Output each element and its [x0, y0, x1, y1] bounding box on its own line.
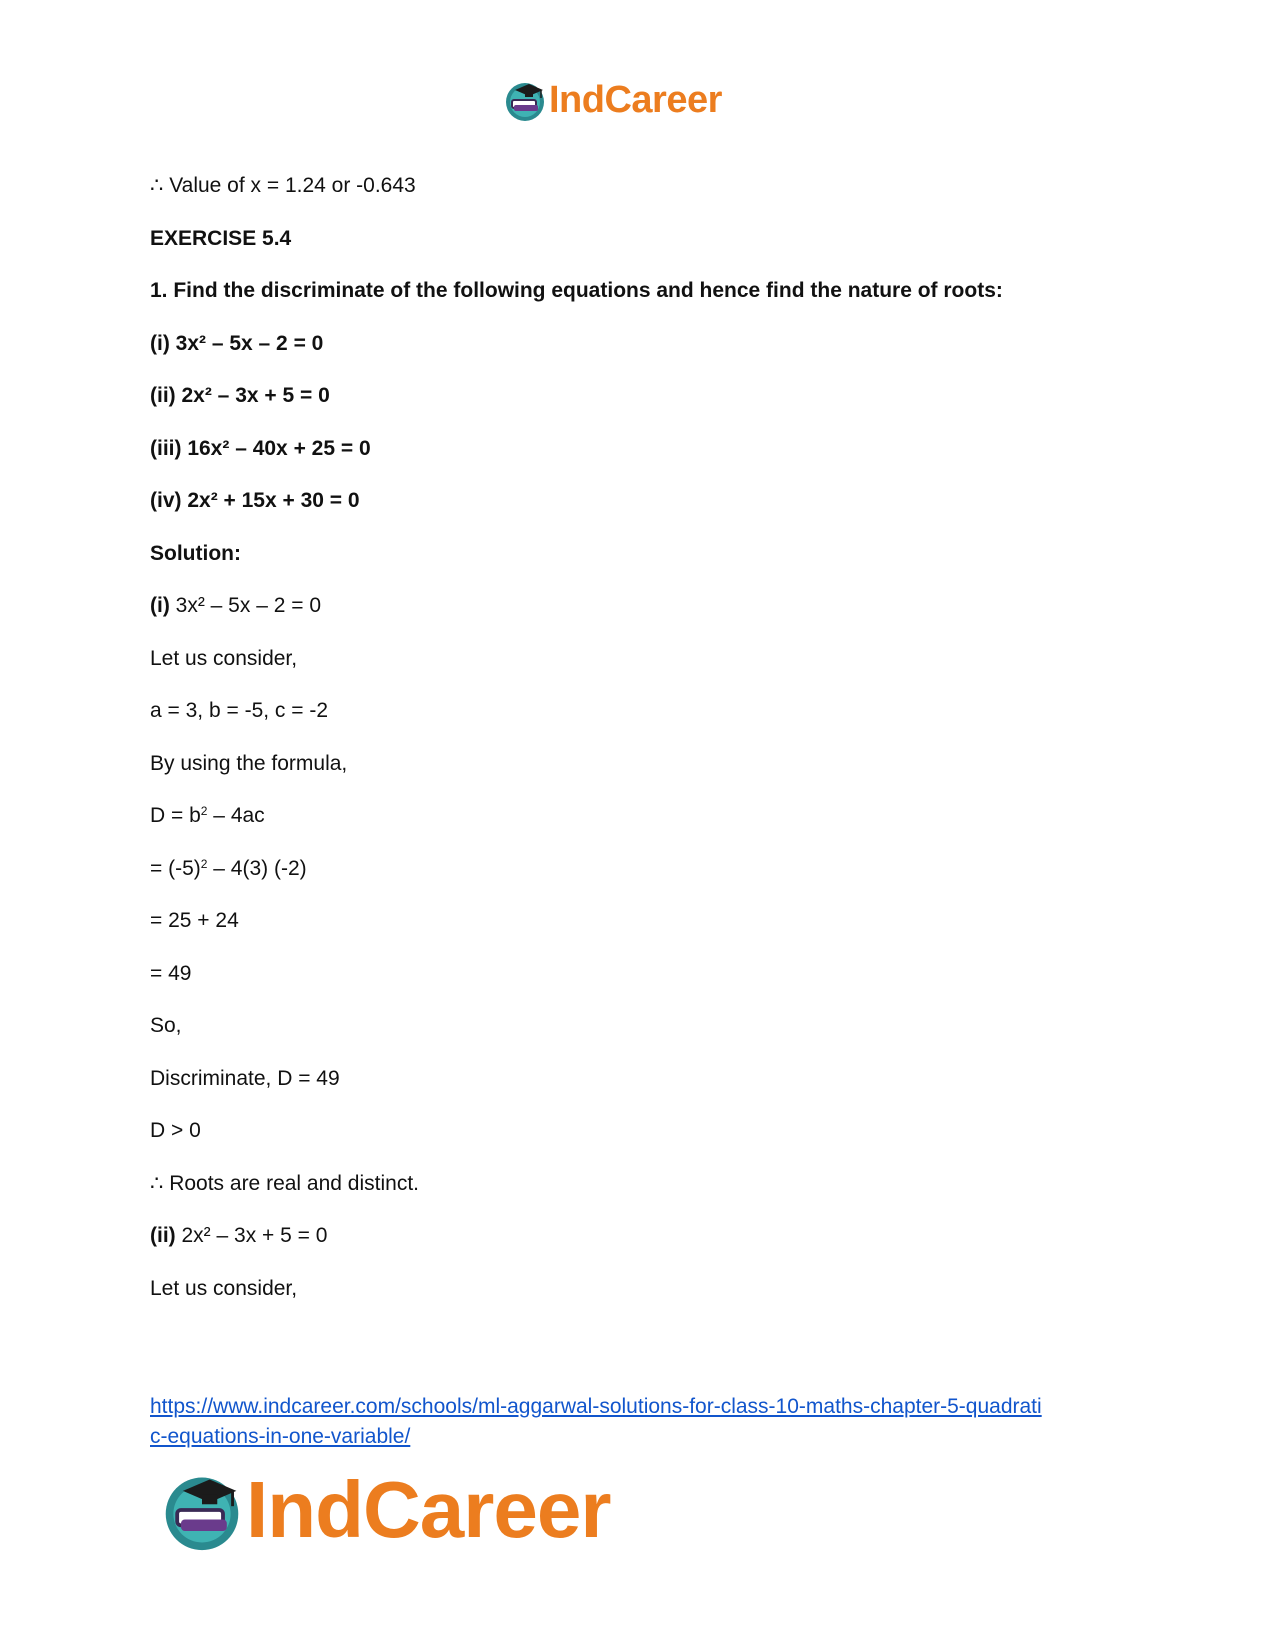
solution-heading: Solution: [150, 542, 241, 565]
formula-line [150, 803, 265, 829]
text-line: ∴ Roots are real and distinct. [150, 1172, 419, 1195]
source-link[interactable] [150, 1392, 1140, 1452]
text-line: ∴ Value of x = 1.24 or -0.643 [150, 174, 416, 197]
exercise-heading: EXERCISE 5.4 [150, 227, 292, 250]
indcareer-logo-bottom [160, 1465, 611, 1554]
part-label: (i) [150, 594, 170, 617]
text-line: So, [150, 1014, 182, 1037]
formula-post: – 4(3) (-2) [207, 857, 307, 880]
book-globe-icon [160, 1468, 244, 1552]
superscript: 2 [200, 857, 208, 871]
text-line: = 25 + 24 [150, 909, 239, 932]
indcareer-logo-top [503, 78, 722, 122]
question-part: (iii) 16x² – 40x + 25 = 0 [150, 437, 371, 460]
solution-part [150, 593, 321, 619]
brand-name: IndCareer [549, 79, 722, 121]
formula-post: – 4ac [207, 804, 265, 827]
formula-pre: D = b [150, 804, 201, 827]
text-line: Discriminate, D = 49 [150, 1067, 340, 1090]
text-line: Let us consider, [150, 647, 298, 670]
solution-part [150, 1223, 327, 1249]
question-part: (i) 3x² – 5x – 2 = 0 [150, 332, 324, 355]
question-part: (ii) 2x² – 3x + 5 = 0 [150, 384, 330, 407]
text-line: = 49 [150, 962, 192, 985]
part-label: (ii) [150, 1224, 176, 1247]
link-line-1: https://www.indcareer.com/schools/ml-aggarwal-solutions-for-class-10-maths-chapter-5-quadrati [150, 1395, 1042, 1418]
text-line: Let us consider, [150, 1277, 298, 1300]
text-line: By using the formula, [150, 752, 348, 775]
book-globe-icon [503, 78, 547, 122]
question-part: (iv) 2x² + 15x + 30 = 0 [150, 489, 360, 512]
text-line: a = 3, b = -5, c = -2 [150, 699, 329, 722]
question-text: 1. Find the discriminate of the following equations and hence find the nature of roots: [150, 279, 1003, 302]
formula-line [150, 856, 307, 882]
superscript: 2 [200, 804, 208, 818]
text-line: D > 0 [150, 1119, 201, 1142]
equation: 2x² – 3x + 5 = 0 [175, 1224, 328, 1247]
formula-pre: = (-5) [150, 857, 201, 880]
link-line-2: c-equations-in-one-variable/ [150, 1425, 411, 1448]
equation: 3x² – 5x – 2 = 0 [169, 594, 322, 617]
brand-name: IndCareer [246, 1465, 611, 1554]
